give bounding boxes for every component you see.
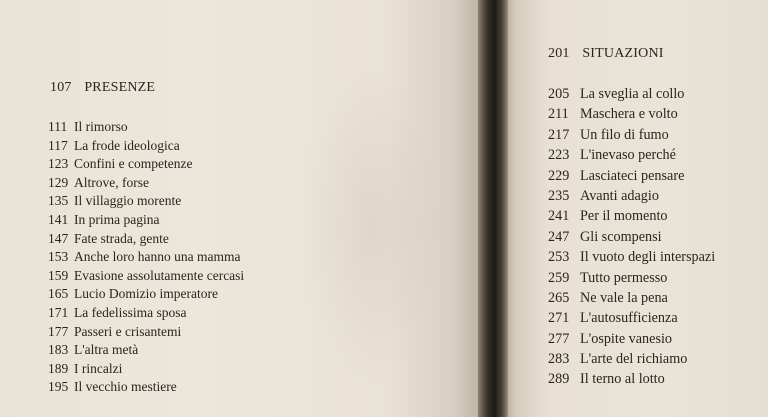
toc-page-number: 159 bbox=[48, 267, 69, 283]
toc-page-number: 259 bbox=[548, 269, 570, 286]
toc-entry bbox=[48, 360, 244, 379]
toc-title: Il villaggio morente bbox=[74, 193, 182, 209]
toc-title: Confini e competenze bbox=[74, 156, 193, 172]
left-toc-list bbox=[48, 118, 244, 397]
toc-title: La frode ideologica bbox=[74, 137, 180, 153]
toc-entry bbox=[548, 186, 715, 206]
toc-entry bbox=[548, 349, 715, 369]
toc-title: L'autosufficienza bbox=[580, 310, 678, 327]
toc-title: Il vecchio mestiere bbox=[74, 379, 177, 395]
toc-title: Tutto permesso bbox=[580, 269, 668, 286]
right-toc-list bbox=[548, 84, 715, 390]
toc-title: Gli scompensi bbox=[580, 228, 662, 245]
left-section-heading bbox=[50, 80, 155, 96]
toc-page-number: 129 bbox=[48, 174, 69, 190]
toc-title: Anche loro hanno una mamma bbox=[74, 249, 241, 265]
section-title: PRESENZE bbox=[84, 80, 156, 95]
section-title: SITUAZIONI bbox=[582, 46, 664, 61]
toc-entry bbox=[548, 329, 715, 349]
toc-entry bbox=[48, 155, 244, 174]
toc-page-number: 153 bbox=[48, 249, 69, 265]
toc-page-number: 195 bbox=[48, 379, 69, 395]
toc-title: Ne vale la pena bbox=[580, 289, 668, 306]
toc-page-number: 147 bbox=[48, 230, 69, 246]
toc-entry bbox=[48, 267, 244, 286]
toc-page-number: 289 bbox=[548, 371, 570, 388]
toc-page-number: 217 bbox=[548, 126, 570, 143]
toc-entry bbox=[48, 230, 244, 249]
toc-entry bbox=[48, 174, 244, 193]
toc-entry bbox=[548, 104, 715, 124]
toc-page-number: 189 bbox=[48, 360, 69, 376]
toc-entry bbox=[548, 145, 715, 165]
toc-title: Un filo di fumo bbox=[580, 126, 669, 143]
right-section-heading bbox=[548, 46, 664, 62]
toc-page-number: 235 bbox=[548, 187, 570, 204]
toc-title: L'inevaso perché bbox=[580, 147, 676, 164]
toc-title: Il vuoto degli interspazi bbox=[580, 249, 716, 266]
toc-page-number: 135 bbox=[48, 193, 69, 209]
toc-page-number: 253 bbox=[548, 249, 570, 266]
toc-title: Altrove, forse bbox=[74, 174, 149, 190]
toc-entry bbox=[548, 125, 715, 145]
toc-entry bbox=[548, 288, 715, 308]
toc-entry bbox=[48, 211, 244, 230]
toc-entry bbox=[48, 248, 244, 267]
toc-entry bbox=[548, 268, 715, 288]
toc-page-number: 111 bbox=[48, 119, 68, 134]
toc-title: Passeri e crisantemi bbox=[74, 323, 182, 339]
toc-title: Lasciateci pensare bbox=[580, 167, 685, 184]
toc-page-number: 265 bbox=[548, 289, 570, 306]
toc-title: Fate strada, gente bbox=[74, 230, 169, 246]
toc-page-number: 229 bbox=[548, 167, 570, 184]
toc-entry bbox=[548, 206, 715, 226]
toc-title: Per il momento bbox=[580, 208, 668, 225]
toc-title: Evasione assolutamente cercasi bbox=[74, 267, 245, 283]
toc-entry bbox=[548, 84, 715, 104]
toc-page-number: 171 bbox=[48, 304, 69, 320]
toc-title: L'altra metà bbox=[74, 342, 139, 358]
toc-page-number: 205 bbox=[548, 86, 570, 102]
toc-title: I rincalzi bbox=[74, 360, 123, 376]
toc-page-number: 277 bbox=[548, 330, 570, 347]
toc-page-number: 241 bbox=[548, 208, 570, 225]
toc-entry bbox=[48, 192, 244, 211]
toc-title: L'arte del richiamo bbox=[580, 351, 688, 368]
toc-page-number: 141 bbox=[48, 211, 69, 227]
toc-title: Lucio Domizio imperatore bbox=[74, 286, 218, 302]
toc-title: La sveglia al collo bbox=[580, 86, 685, 102]
toc-entry bbox=[548, 227, 715, 247]
toc-page-number: 211 bbox=[548, 106, 569, 123]
toc-page-number: 183 bbox=[48, 342, 69, 358]
section-page-number: 107 bbox=[50, 80, 72, 95]
toc-page-number: 271 bbox=[548, 310, 570, 327]
book-gutter bbox=[478, 0, 508, 417]
toc-entry bbox=[548, 247, 715, 267]
toc-page-number: 165 bbox=[48, 286, 69, 302]
toc-title: Il terno al lotto bbox=[580, 371, 665, 388]
toc-page-number: 177 bbox=[48, 323, 69, 339]
toc-title: Maschera e volto bbox=[580, 106, 678, 123]
toc-entry bbox=[548, 166, 715, 186]
toc-page-number: 247 bbox=[548, 228, 570, 245]
show-through-shading bbox=[300, 60, 440, 390]
toc-entry bbox=[48, 285, 244, 304]
toc-title: L'ospite vanesio bbox=[580, 330, 672, 347]
toc-entry bbox=[48, 323, 244, 342]
toc-entry bbox=[48, 341, 244, 360]
toc-entry bbox=[548, 308, 715, 328]
toc-entry bbox=[48, 118, 244, 137]
section-page-number: 201 bbox=[548, 46, 570, 61]
toc-title: Il rimorso bbox=[74, 119, 128, 134]
toc-page-number: 283 bbox=[548, 351, 570, 368]
toc-entry bbox=[48, 304, 244, 323]
toc-title: Avanti adagio bbox=[580, 187, 659, 204]
toc-entry bbox=[48, 378, 244, 397]
toc-entry bbox=[548, 369, 715, 389]
toc-page-number: 223 bbox=[548, 147, 570, 164]
toc-page-number: 117 bbox=[48, 137, 68, 153]
toc-title: La fedelissima sposa bbox=[74, 304, 187, 320]
toc-page-number: 123 bbox=[48, 156, 69, 172]
toc-title: In prima pagina bbox=[74, 211, 160, 227]
toc-entry bbox=[48, 137, 244, 156]
